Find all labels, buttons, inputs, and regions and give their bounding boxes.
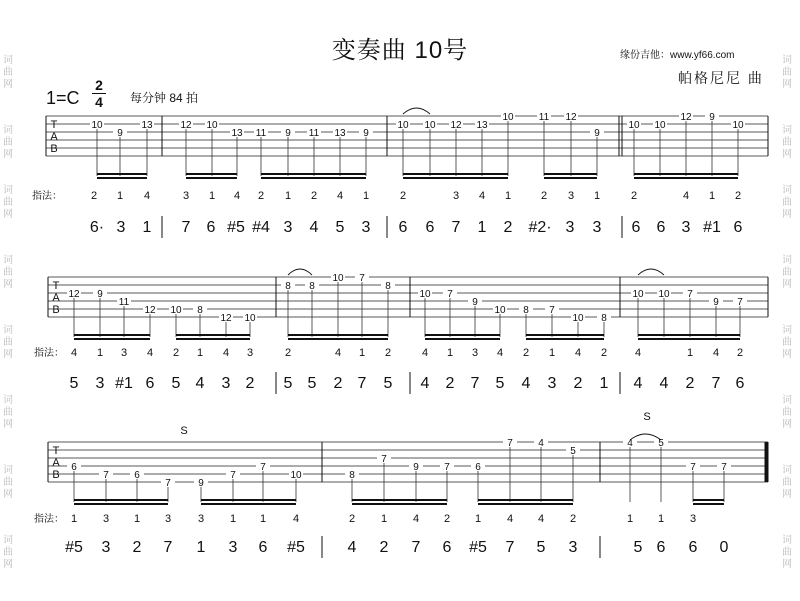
notation-note: #1 <box>115 375 133 392</box>
fret-number: 8 <box>601 313 607 324</box>
fingering-number: 4 <box>682 190 690 202</box>
fingering-number: 2 <box>399 190 407 202</box>
fret-number: 7 <box>721 462 727 473</box>
fret-number: 11 <box>255 128 267 139</box>
fingering-number: 1 <box>708 190 716 202</box>
watermark-mark: 词 曲 网 <box>782 395 792 430</box>
fret-number: 9 <box>413 462 419 473</box>
fingering-number: 1 <box>116 190 124 202</box>
notation-note: 7 <box>505 539 515 556</box>
tab-clef-letter: A <box>50 131 58 143</box>
fret-number: 12 <box>565 112 577 123</box>
fingering-number: 1 <box>474 513 482 525</box>
fret-number: 10 <box>170 305 182 316</box>
notation-note: 6 <box>688 539 698 556</box>
fret-number: 10 <box>628 120 640 131</box>
fingering-number: 1 <box>208 190 216 202</box>
notation-note: 5 <box>69 375 79 392</box>
notation-note: 3 <box>568 539 578 556</box>
fingering-number: 1 <box>593 190 601 202</box>
watermark-mark: 词 曲 网 <box>3 465 13 500</box>
fret-number: 10 <box>502 112 514 123</box>
fret-number: 11 <box>118 297 130 308</box>
fingering-number: 1 <box>380 513 388 525</box>
fingering-number: 4 <box>336 190 344 202</box>
notation-note: #5 <box>469 539 487 556</box>
fret-number: 7 <box>359 273 365 284</box>
tempo-marking: 每分钟 84 拍 <box>130 91 199 105</box>
notation-note: 3 <box>592 219 602 236</box>
notation-note: #5 <box>287 539 305 556</box>
fret-number: 9 <box>713 297 719 308</box>
fret-number: 13 <box>141 120 153 131</box>
fingering-number: 4 <box>146 347 154 359</box>
key-signature: 1=C <box>46 88 80 108</box>
fingering-number: 2 <box>284 347 292 359</box>
fingering-number: 2 <box>600 347 608 359</box>
tab-clef-letter: B <box>52 469 60 481</box>
fingering-number: 3 <box>102 513 110 525</box>
watermark-mark: 词 曲 网 <box>3 325 13 360</box>
fingering-number: 1 <box>259 513 267 525</box>
notation-note: 6 <box>733 219 743 236</box>
segno-sign: S <box>180 425 188 437</box>
notation-note: 6 <box>258 539 268 556</box>
notation-note: 4 <box>309 219 319 236</box>
notation-note: 2 <box>573 375 583 392</box>
fret-number: 10 <box>424 120 436 131</box>
tab-clef-letter: T <box>52 280 60 292</box>
fret-number: 9 <box>117 128 123 139</box>
notation-note: 3 <box>283 219 293 236</box>
tab-clef-letter: A <box>52 292 60 304</box>
watermark-mark: 词 曲 网 <box>3 125 13 160</box>
fret-number: 10 <box>91 120 103 131</box>
fingering-number: 1 <box>504 190 512 202</box>
tab-clef-letter: B <box>52 304 60 316</box>
notation-note: #5 <box>227 219 245 236</box>
fret-number: 7 <box>230 470 236 481</box>
fingering-number: 4 <box>70 347 78 359</box>
fret-number: 5 <box>658 438 664 449</box>
fret-number: 7 <box>507 438 513 449</box>
fret-number: 7 <box>447 289 453 300</box>
fret-number: 9 <box>363 128 369 139</box>
fingering-number: 3 <box>246 347 254 359</box>
fingering-number: 1 <box>96 347 104 359</box>
notation-note: 4 <box>347 539 357 556</box>
segno-sign: S <box>643 411 651 423</box>
fret-number: 10 <box>397 120 409 131</box>
fingering-number: 2 <box>569 513 577 525</box>
watermark-mark: 词 曲 网 <box>782 325 792 360</box>
fingering-number: 2 <box>172 347 180 359</box>
fingering-number: 2 <box>734 190 742 202</box>
fret-number: 7 <box>165 478 171 489</box>
fingering-number: 2 <box>443 513 451 525</box>
tie-arc <box>288 269 312 275</box>
notation-note: 6 <box>425 219 435 236</box>
notation-note: 6 <box>442 539 452 556</box>
notation-note: 1 <box>599 375 609 392</box>
watermark-mark: 词 曲 网 <box>3 395 13 430</box>
notation-note: 3 <box>221 375 231 392</box>
fingering-number: 4 <box>478 190 486 202</box>
fingering-number: 1 <box>362 190 370 202</box>
fingering-number: 1 <box>686 347 694 359</box>
fret-number: 9 <box>709 112 715 123</box>
fingering-number: 4 <box>334 347 342 359</box>
notation-note: 5 <box>283 375 293 392</box>
fingering-number: 3 <box>182 190 190 202</box>
fret-number: 8 <box>309 281 315 292</box>
tab-clef-letter: B <box>50 143 58 155</box>
fret-number: 10 <box>244 313 256 324</box>
notation-note: 4 <box>659 375 669 392</box>
notation-note: #4 <box>252 219 270 236</box>
fingering-number: 2 <box>310 190 318 202</box>
fingering-number: 2 <box>630 190 638 202</box>
fingering-number: 1 <box>229 513 237 525</box>
notation-note: 5 <box>495 375 505 392</box>
fret-number: 7 <box>381 454 387 465</box>
notation-note: #5 <box>65 539 83 556</box>
tab-clef-letter: T <box>52 445 60 457</box>
notation-note: 7 <box>357 375 367 392</box>
fret-number: 12 <box>180 120 192 131</box>
notation-note: 5 <box>307 375 317 392</box>
tab-clef-letter: A <box>52 457 60 469</box>
fret-number: 11 <box>538 112 550 123</box>
fingering-number: 1 <box>196 347 204 359</box>
fingering-number: 2 <box>522 347 530 359</box>
notation-note: 5 <box>383 375 393 392</box>
fret-number: 12 <box>450 120 462 131</box>
notation-note: 6 <box>206 219 216 236</box>
fingering-number: 1 <box>133 513 141 525</box>
notation-note: 5 <box>335 219 345 236</box>
tie-arc <box>403 108 430 114</box>
fingering-number: 3 <box>567 190 575 202</box>
notation-note: 5 <box>633 539 643 556</box>
fingering-number: 3 <box>689 513 697 525</box>
notation-note: 0 <box>719 539 729 556</box>
fret-number: 7 <box>549 305 555 316</box>
fret-number: 8 <box>385 281 391 292</box>
fingering-label: 指法： <box>32 191 62 202</box>
fingering-number: 2 <box>736 347 744 359</box>
fingering-number: 4 <box>292 513 300 525</box>
fret-number: 12 <box>68 289 80 300</box>
fingering-label: 指法： <box>34 348 64 359</box>
watermark-mark: 词 曲 网 <box>3 55 13 90</box>
notation-note: 3 <box>101 539 111 556</box>
watermark-mark: 词 曲 网 <box>782 125 792 160</box>
fingering-number: 2 <box>540 190 548 202</box>
fret-number: 7 <box>687 289 693 300</box>
fret-number: 6 <box>134 470 140 481</box>
fret-number: 11 <box>308 128 320 139</box>
notation-note: 6 <box>398 219 408 236</box>
fret-number: 10 <box>332 273 344 284</box>
page-title: 变奏曲 10号 <box>331 37 469 64</box>
fret-number: 7 <box>737 297 743 308</box>
notation-note: 6 <box>656 539 666 556</box>
fingering-number: 3 <box>471 347 479 359</box>
fret-number: 7 <box>260 462 266 473</box>
notation-note: 7 <box>470 375 480 392</box>
fret-number: 10 <box>654 120 666 131</box>
fret-number: 4 <box>538 438 544 449</box>
fret-number: 13 <box>334 128 346 139</box>
notation-note: 6 <box>735 375 745 392</box>
fingering-number: 4 <box>506 513 514 525</box>
fingering-number: 4 <box>712 347 720 359</box>
notation-note: 5 <box>171 375 181 392</box>
fingering-number: 3 <box>164 513 172 525</box>
fret-number: 9 <box>97 289 103 300</box>
fingering-number: 2 <box>348 513 356 525</box>
fret-number: 7 <box>690 462 696 473</box>
notation-note: 3 <box>116 219 126 236</box>
fingering-label: 指法： <box>34 514 64 525</box>
notation-note: 6 <box>656 219 666 236</box>
fingering-number: 4 <box>537 513 545 525</box>
notation-note: 2 <box>503 219 513 236</box>
notation-note: #1 <box>703 219 721 236</box>
notation-note: 4 <box>633 375 643 392</box>
fingering-number: 4 <box>412 513 420 525</box>
fingering-number: 3 <box>120 347 128 359</box>
notation-note: 5 <box>536 539 546 556</box>
watermark-mark: 词 曲 网 <box>782 255 792 290</box>
fingering-number: 3 <box>197 513 205 525</box>
notation-note: 3 <box>565 219 575 236</box>
notation-note: 2 <box>245 375 255 392</box>
fret-number: 6 <box>71 462 77 473</box>
fret-number: 6 <box>475 462 481 473</box>
fret-number: 10 <box>632 289 644 300</box>
fret-number: 7 <box>103 470 109 481</box>
fingering-number: 2 <box>384 347 392 359</box>
fingering-number: 1 <box>548 347 556 359</box>
notation-note: 2 <box>379 539 389 556</box>
fingering-number: 2 <box>257 190 265 202</box>
fingering-number: 1 <box>446 347 454 359</box>
fret-number: 9 <box>285 128 291 139</box>
fingering-number: 1 <box>626 513 634 525</box>
composer-credit: 帕格尼尼 曲 <box>678 70 764 86</box>
notation-note: 4 <box>521 375 531 392</box>
fingering-number: 4 <box>421 347 429 359</box>
fingering-number: 4 <box>143 190 151 202</box>
notation-note: 3 <box>361 219 371 236</box>
notation-note: 4 <box>420 375 430 392</box>
fret-number: 7 <box>444 462 450 473</box>
fret-number: 9 <box>198 478 204 489</box>
watermark-mark: 词 曲 网 <box>782 465 792 500</box>
notation-note: 7 <box>451 219 461 236</box>
watermark-mark: 词 曲 网 <box>782 185 792 220</box>
notation-note: 7 <box>163 539 173 556</box>
fingering-number: 4 <box>233 190 241 202</box>
fret-number: 10 <box>290 470 302 481</box>
notation-note: 3 <box>681 219 691 236</box>
notation-note: 2 <box>132 539 142 556</box>
fret-number: 10 <box>732 120 744 131</box>
notation-note: 7 <box>711 375 721 392</box>
fret-number: 9 <box>472 297 478 308</box>
fingering-number: 1 <box>358 347 366 359</box>
fret-number: 8 <box>523 305 529 316</box>
fret-number: 4 <box>627 438 633 449</box>
fret-number: 10 <box>572 313 584 324</box>
fingering-number: 4 <box>222 347 230 359</box>
watermark-mark: 词 曲 网 <box>3 185 13 220</box>
fingering-number: 4 <box>574 347 582 359</box>
notation-note: 4 <box>195 375 205 392</box>
notation-note: 1 <box>477 219 487 236</box>
fret-number: 12 <box>220 313 232 324</box>
notation-note: 1 <box>142 219 152 236</box>
fret-number: 13 <box>231 128 243 139</box>
watermark-mark: 词 曲 网 <box>3 535 13 570</box>
watermark-mark: 词 曲 网 <box>3 255 13 290</box>
notation-note: 3 <box>547 375 557 392</box>
notation-note: 6 <box>145 375 155 392</box>
fret-number: 13 <box>476 120 488 131</box>
fret-number: 9 <box>594 128 600 139</box>
notation-note: 2 <box>333 375 343 392</box>
fret-number: 10 <box>419 289 431 300</box>
watermark-mark: 词 曲 网 <box>782 55 792 90</box>
fingering-number: 4 <box>634 347 642 359</box>
time-signature-top: 2 <box>95 77 103 93</box>
fret-number: 10 <box>658 289 670 300</box>
notation-note: 2 <box>445 375 455 392</box>
website-credit: 缘份吉他：www.yf66.com <box>620 50 735 61</box>
fret-number: 12 <box>144 305 156 316</box>
fret-number: 5 <box>570 446 576 457</box>
fingering-number: 1 <box>284 190 292 202</box>
fret-number: 8 <box>285 281 291 292</box>
fret-number: 10 <box>494 305 506 316</box>
notation-note: 2 <box>685 375 695 392</box>
fret-number: 8 <box>197 305 203 316</box>
notation-note: 6 <box>631 219 641 236</box>
notation-note: 7 <box>411 539 421 556</box>
fret-number: 10 <box>206 120 218 131</box>
fingering-number: 4 <box>496 347 504 359</box>
fingering-number: 3 <box>452 190 460 202</box>
tie-arc <box>638 269 664 275</box>
time-signature-bottom: 4 <box>95 94 103 110</box>
final-barline <box>765 442 768 482</box>
watermark-mark: 词 曲 网 <box>782 535 792 570</box>
notation-note: #2· <box>528 219 552 236</box>
fingering-number: 1 <box>70 513 78 525</box>
notation-note: 6· <box>89 219 105 236</box>
tab-clef-letter: T <box>50 119 58 131</box>
notation-note: 7 <box>181 219 191 236</box>
notation-note: 3 <box>95 375 105 392</box>
fingering-number: 1 <box>657 513 665 525</box>
fret-number: 8 <box>349 470 355 481</box>
notation-note: 3 <box>228 539 238 556</box>
fingering-number: 2 <box>90 190 98 202</box>
notation-note: 1 <box>196 539 206 556</box>
fret-number: 12 <box>680 112 692 123</box>
